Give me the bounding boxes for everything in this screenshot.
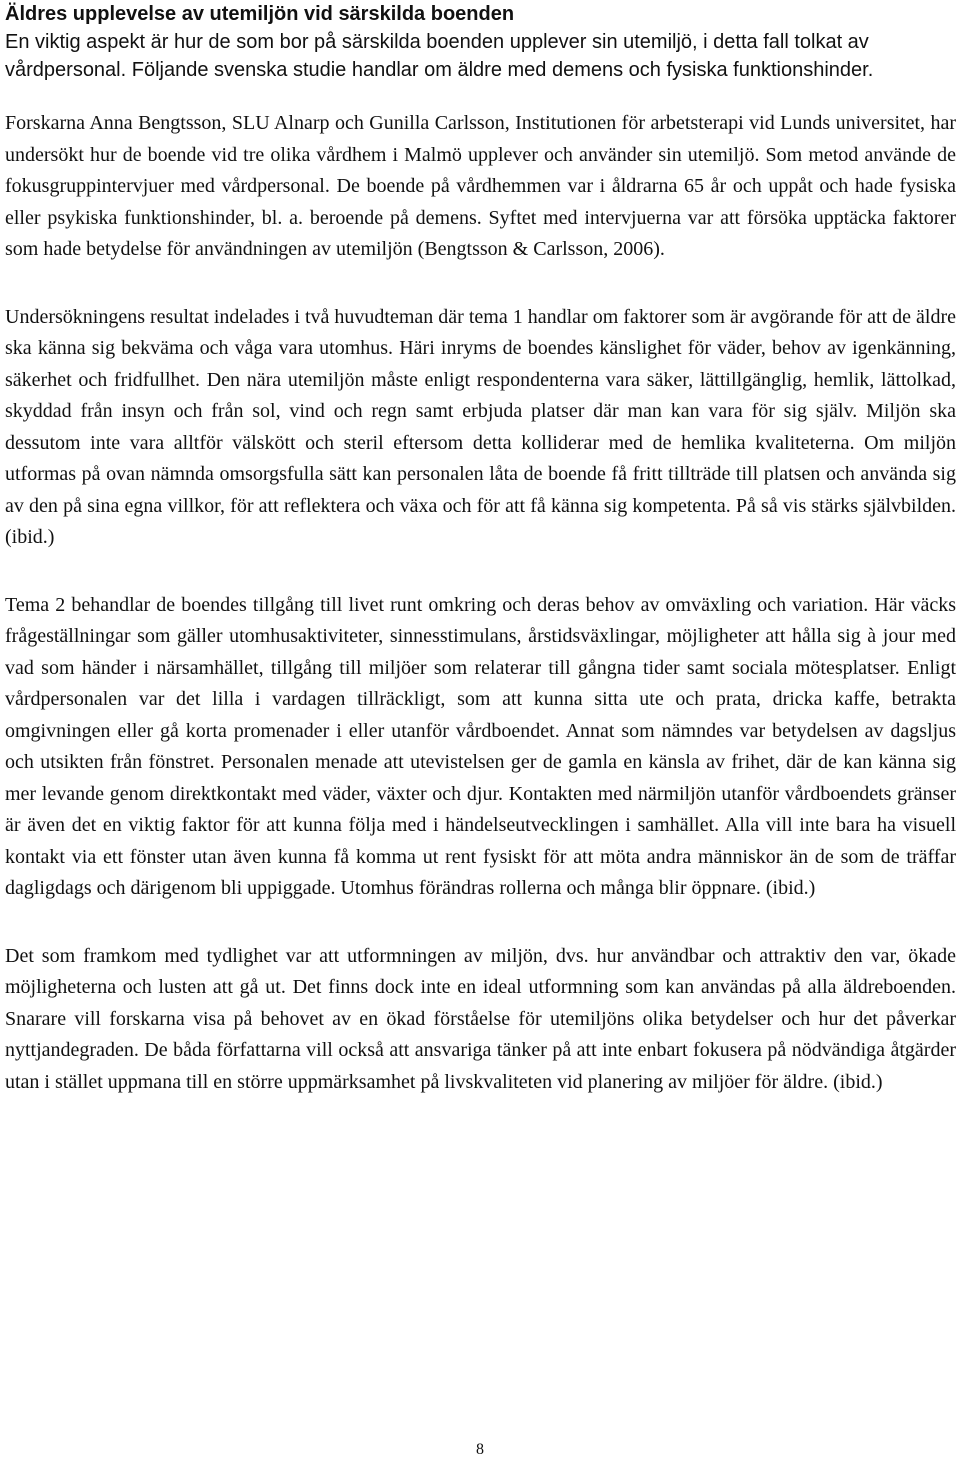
page-number: 8 [476, 1441, 484, 1458]
paragraph-2: Undersökningens resultat indelades i två huvudteman där tema 1 handlar om faktorer som är avgörande för att de äldre ska känna sig bekväma och våga vara utomhus. Häri inryms de boendes känslighet för väder, behov av igenkänning, säkerhet och fridfullhet. Den nära utemiljön måste enligt respondenterna vara säker, lättillgänglig, hemlik, lättolkad, skyddad från insyn och från sol, vind och regn samt erbjuda platser där man kan vara för sig själv. Miljön ska dessutom inte vara alltför välskött och steril eftersom detta kolliderar med de hemlika kvaliteterna. Om miljön utformas på ovan nämnda omsorgsfulla sätt kan personalen låta de boende få fritt tillträde till platsen och använda sig av den på sina egna villkor, för att reflektera och växa och för att få känna sig kompetenta. På så vis stärks självbilden. (ibid.) [5, 305, 956, 548]
paragraph-4: Det som framkom med tydlighet var att utformningen av miljön, dvs. hur användbar och attraktiv den var, ökade möjligheterna och lusten att gå ut. Det finns dock inte en ideal utformning som kan användas på alla äldreboenden. Snarare vill forskarna visa på behovet av en ökad förståelse för utemiljöns olika betydelser och hur det påverkar nyttjandegraden. De båda författarna vill också att ansvariga tänker på att inte enbart fokusera på nödvändiga åtgärder utan i stället uppmana till en större uppmärksamhet på livskvaliteten vid planering av miljöer för äldre. (ibid.) [5, 944, 956, 1093]
paragraph-1: Forskarna Anna Bengtsson, SLU Alnarp och Gunilla Carlsson, Institutionen för arbetsterapi vid Lunds universitet, har undersökt hur de boende vid tre olika vårdhem i Malmö upplever och använder sin utemiljö. Som metod använde de fokusgruppintervjuer med vårdpersonal. De boende på vårdhemmen var i åldrarna 65 år och uppåt och hade fysiska eller psykiska funktionshinder, bl. a. beroende på demens. Syftet med intervjuerna var att försöka upptäcka faktorer som hade betydelse för användningen av utemiljön (Bengtsson & Carlsson, 2006). [5, 112, 956, 260]
intro-text: En viktig aspekt är hur de som bor på särskilda boenden upplever sin utemiljö, i detta fall tolkat av vårdpersonal. Följande svenska studie handlar om äldre med demens och fysiska funktionshinder. [5, 31, 874, 81]
intro-section [5, 0, 956, 84]
paragraph-3: Tema 2 behandlar de boendes tillgång till livet runt omkring och deras behov av omväxling och variation. Här väcks frågeställningar som gäller utomhusaktiviteter, sinnesstimulans, årstidsväxlingar, möjligheter att hålla sig à jour med vad som händer i närsamhället, tillgång till miljöer som relaterar till gångna tider samt sociala mötesplatser. Enligt vårdpersonalen var det lilla i vardagen tillräckligt, som att kunna sitta ute och prata, dricka kaffe, betrakta omgivningen eller gå korta promenader i eller utanför vårdboendet. Annat som nämndes var betydelsen av dagsljus och utsikten från fönstret. Personalen menade att utevistelsen ger de gamla en känsla av frihet, där de kan känna sig mer levande genom direktkontakt med väder, växter och djur. Kontakten med närmiljön utanför vårdboendets gränser är även det en viktig faktor för att kunna följa med i händelseutvecklingen i samhället. Alla vill inte bara ha visuell kontakt via ett fönster utan även kunna få komma ut rent fysiskt för att möta andra människor än de som de träffar dagligdags och därigenom bli uppiggade. Utomhus förändras rollerna och många blir öppnare. (ibid.) [5, 593, 956, 899]
section-heading: Äldres upplevelse av utemiljön vid särskilda boenden [5, 3, 515, 25]
